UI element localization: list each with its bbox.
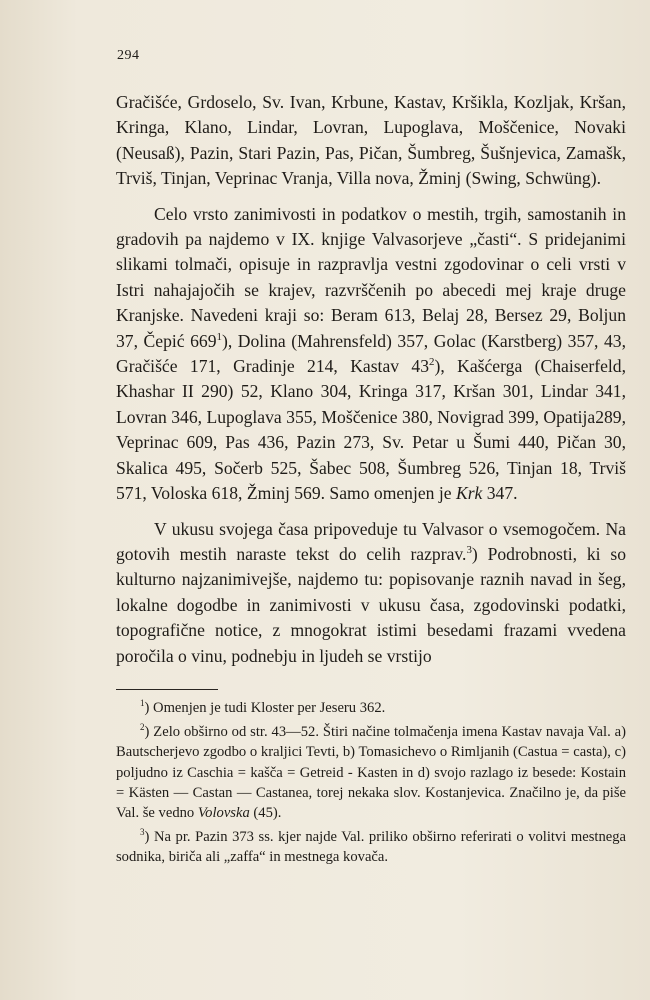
paragraph-valvasor-places <box>116 202 626 507</box>
footnote-3 <box>116 827 626 867</box>
text-segment: 347. <box>482 483 518 504</box>
footnote-ref-2: 2 <box>429 356 435 369</box>
footnote-ref-3: 3 <box>466 544 472 557</box>
footnote-mark: 1 <box>140 698 145 709</box>
footnotes <box>116 698 626 868</box>
footnote-1 <box>116 698 626 718</box>
footnote-text: (45). <box>249 805 282 822</box>
footnote-text: ) Omenjen je tudi Kloster per Jeseru 362. <box>144 700 386 716</box>
footnote-mark: 2 <box>140 722 145 733</box>
emphasis-volovska: Volovska <box>197 805 250 822</box>
main-text <box>116 90 626 669</box>
page-number: 294 <box>117 48 140 63</box>
emphasis-krk: Krk <box>455 483 483 504</box>
text-segment: Celo vrsto zanimivosti in podatkov o mestih, trgih, samostanih in gradovih pa najdemo v IX. knjige Valvasorjeve „časti“. S pridejanimi slikami tolmači, opisuje in razpravlja vestni zgodovinar o celi vrsti v Istri nahajajočih se krajev, razvrščenih po abecedi mej kraje druge Kranjske. Navedeni kraji so: Beram 613, Belaj 28, Bersez 29, Boljun 37, Čepić 669 <box>116 203 626 351</box>
footnote-text: ) Zelo obširno od str. 43—52. Štiri načine tolmačenja imena Kastav navaja Val. a) Bautscherjevo zgodbo o kraljici Tevti, b) Tomasichevo o Rimljanih (Castua = casta), c) poljudno iz Caschia = kašča = Getreid - Kasten in d) svojo razlago iz besede: Kostain = Kästen — Castan — Castanea, torej nekaka slov. Kostanjevica. Značilno je, da piše Val. še vedno <box>116 724 626 822</box>
text-segment: V ukusu svojega časa pripoveduje tu Valvasor o vsemogočem. Na gotovih mestih naraste tekst do celih razprav. <box>116 518 626 564</box>
paragraph-place-list: Gračišće, Grdoselo, Sv. Ivan, Krbune, Kastav, Kršikla, Kozljak, Kršan, Kringa, Klano, Lindar, Lovran, Lupoglava, Moščenice, Novaki (Neusaß), Pazin, Stari Pazin, Pas, Pičan, Šumbreg, Šušnjevica, Zamašk, Trviš, Tinjan, Veprinac Vranja, Villa nova, Žminj (Swing, Schwüng). <box>116 92 626 189</box>
text-segment: ) Podrobnosti, ki so kulturno najzanimivejše, najdemo tu: popisovanje raznih navad in šeg, lokalne dogodbe in zanimivosti v ukusu časa, zgodovinski podatki, topografične notice, z mnogokrat istimi besedami frazami vvedena poročila o vinu, podnebju in ljudeh se vrstijo <box>116 543 626 666</box>
paragraph-valvasor-style <box>116 517 626 669</box>
footnote-2 <box>116 722 626 823</box>
footnote-ref-1: 1 <box>216 330 222 343</box>
footnote-divider <box>116 689 218 690</box>
footnote-mark: 3 <box>140 827 145 838</box>
footnote-text: ) Na pr. Pazin 373 ss. kjer najde Val. priliko obširno referirati o volitvi mestnega sodnika, biriča ali „zaffa“ in mestnega kovača. <box>116 829 626 866</box>
text-segment: ), Kašćerga (Chaiserfeld, Khashar II 290) 52, Klano 304, Kringa 317, Kršan 301, Lindar 341, Lovran 346, Lupoglava 355, Moščenice 380, Novigrad 399, Opatija289, Veprinac 609, Pas 436, Pazin 273, Sv. Petar u Šumi 440, Pičan 30, Skalica 495, Sočerb 525, Šabec 508, Šumbreg 526, Tinjan 18, Trviš 571, Voloska 618, Žminj 569. Samo omenjen je <box>116 356 626 504</box>
text-segment: ), Dolina (Mahrensfeld) 357, Golac (Karstberg) 357, 43, Gračišće 171, Gradinje 214, Kastav 43 <box>116 330 626 377</box>
